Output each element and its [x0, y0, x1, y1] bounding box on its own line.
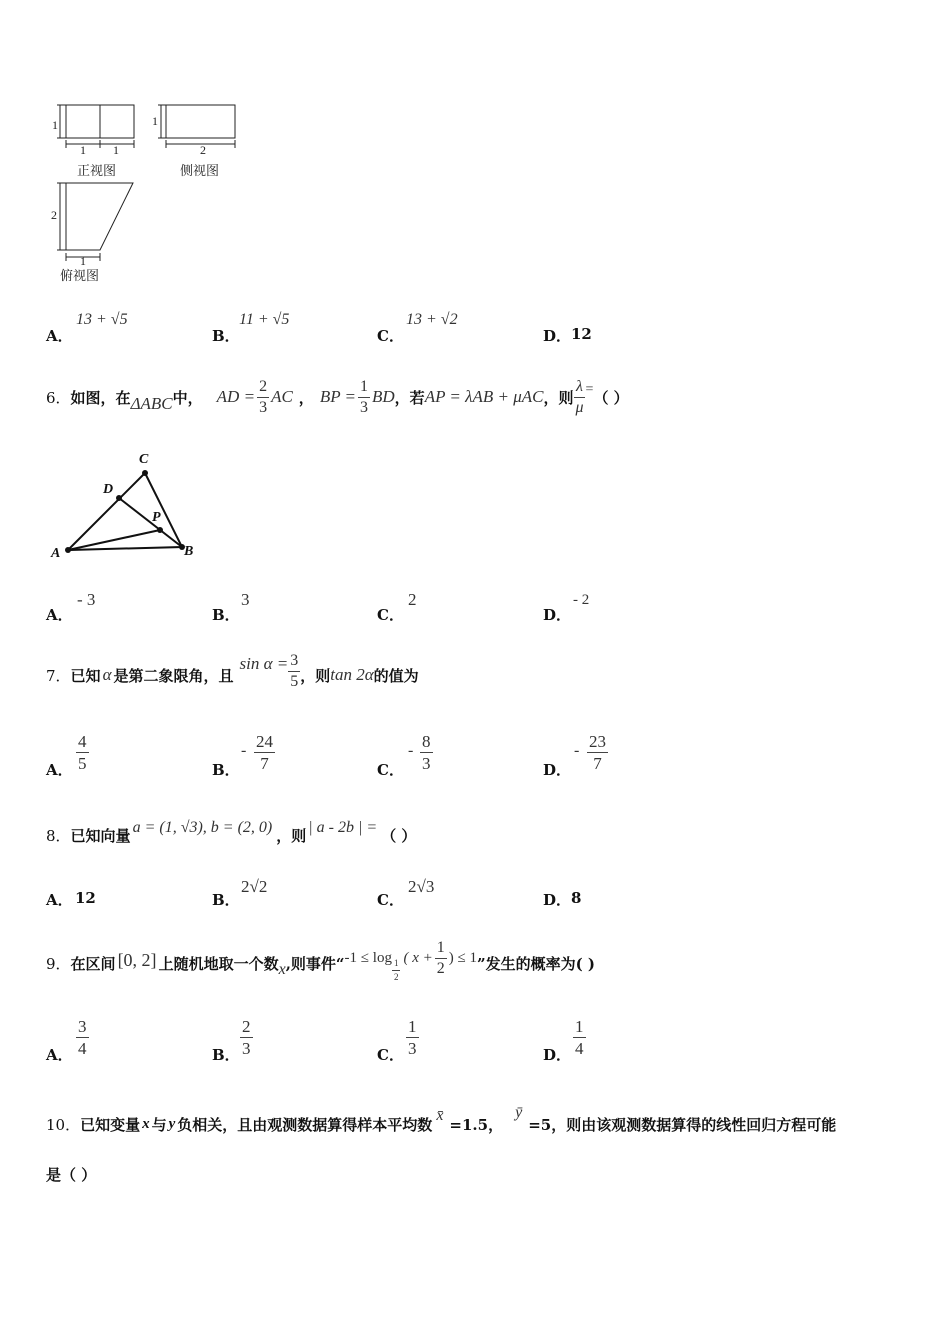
q5-option-b-label: B． [212, 327, 240, 345]
q6-ad-fraction [257, 379, 269, 416]
q8-option-a-label: A． [46, 891, 73, 909]
q6-option-b-value: 3 [241, 590, 250, 609]
three-view-figure [44, 96, 254, 286]
q6-bp: BP = [319, 387, 356, 406]
q6-ad: AD = [216, 387, 256, 406]
q7-option-b-denominator: 7 [260, 754, 269, 773]
q9-ineq-left: -1 ≤ log [344, 949, 392, 966]
q8-expression: | a - 2b | = [308, 819, 378, 836]
q7-text-1: 已知 [70, 666, 101, 685]
q9-ineq-right: ) ≤ 1 [448, 949, 477, 966]
q5-option-d-label: D． [543, 327, 572, 345]
triangle-label-a: A [51, 546, 61, 561]
q6-equals: = [585, 382, 594, 397]
q10-text-2: 与 [151, 1115, 167, 1134]
q9-x: x [278, 961, 286, 978]
q7-option-a-numerator: 4 [78, 732, 87, 751]
front-width-1-label: 1 [80, 143, 86, 157]
top-view-caption: 俯视图 [60, 269, 100, 284]
q8-option-b-label: B． [212, 891, 240, 909]
front-height-label: 1 [52, 118, 58, 132]
q7-option-c-label: C． [377, 761, 404, 779]
q8-option-a-value: 12 [75, 889, 96, 907]
q9-text-3: ,则事件“ [285, 954, 345, 973]
top-width-label: 1 [80, 254, 86, 268]
q8-option-c-label: C． [377, 891, 404, 909]
q9-option-c-label: C． [377, 1046, 404, 1064]
q9-option-c-numerator: 1 [408, 1017, 417, 1036]
q9-log-base [392, 959, 401, 982]
q9-ineq-mid: ( x + [403, 949, 433, 966]
q5-option-b-value: 11 + √5 [239, 311, 290, 328]
q7-option-c-denominator: 3 [422, 754, 431, 773]
q9-option-c-denominator: 3 [408, 1039, 417, 1058]
q5-option-c-value: 13 + √2 [406, 311, 458, 328]
q7-number: 7． [46, 666, 71, 685]
q10-line-2: 是（ ） [46, 1166, 97, 1184]
q10-text-4: =1.5， [449, 1115, 504, 1134]
side-height-label: 1 [152, 114, 158, 128]
q7-option-b-fraction [254, 733, 275, 772]
q6-text-4: ，则 [543, 388, 574, 407]
q9-number: 9． [46, 954, 71, 973]
q9-option-b-fraction [240, 1018, 253, 1057]
q6-ad-tail: AC [271, 387, 293, 406]
q7-option-a-denominator: 5 [78, 754, 87, 773]
q6-paren: （ ） [593, 388, 629, 407]
q7-option-d-sign: - [574, 742, 580, 759]
q10-number: 10． [46, 1115, 81, 1134]
q7-option-d-fraction [587, 733, 608, 772]
q6-comma: ， [298, 388, 314, 407]
q6-bp-tail: BD [372, 387, 395, 406]
front-view-caption: 正视图 [77, 164, 117, 179]
q5-option-c-label: C． [377, 327, 404, 345]
side-view-rect [166, 105, 235, 138]
q6-ap: AP = λAB + μAC [424, 387, 544, 406]
q7-option-d-numerator: 23 [589, 732, 606, 751]
q8-option-d-label: D． [543, 891, 572, 909]
q7-option-a-label: A． [46, 761, 73, 779]
q6-option-c-value: 2 [408, 590, 417, 609]
q7-tan: tan 2α [330, 665, 374, 684]
q7-option-c-numerator: 8 [422, 732, 431, 751]
q9-option-d-denominator: 4 [575, 1039, 584, 1058]
front-width-2-label: 1 [113, 143, 119, 157]
q7-option-b-sign: - [241, 742, 247, 759]
q6-option-b-label: B． [212, 606, 240, 624]
q6-bp-denominator: 3 [360, 398, 368, 416]
q9-option-a-fraction [76, 1018, 89, 1057]
triangle-label-p: P [152, 510, 161, 525]
q9-log-base-denominator: 2 [393, 971, 399, 982]
triangle-label-c: C [139, 452, 149, 467]
q9-half-denominator: 2 [436, 959, 445, 977]
q10-x: x [142, 1115, 150, 1132]
q6-option-a-value: - 3 [77, 590, 96, 609]
q7-option-b-label: B． [212, 761, 240, 779]
q5-option-a-value: 13 + √5 [76, 311, 128, 328]
q7-option-a-fraction [76, 733, 89, 772]
q10-y: y [168, 1115, 176, 1132]
q6-text-2: 中， [172, 388, 203, 407]
q8-option-d-value: 8 [571, 889, 582, 907]
q6-lambda-mu-fraction [574, 379, 586, 416]
q7-text-4: 的值为 [373, 666, 419, 685]
q10-text-3: 负相关，且由观测数据算得样本平均数 [177, 1115, 433, 1134]
q9-option-a-numerator: 3 [78, 1017, 87, 1036]
side-view-caption: 侧视图 [180, 164, 220, 179]
q9-text-1: 在区间 [70, 954, 116, 973]
q7-stem [46, 650, 419, 700]
q7-option-d-denominator: 7 [593, 754, 602, 773]
q6-stem [46, 372, 629, 422]
q9-log-base-numerator: 1 [392, 959, 401, 971]
q7-option-c-fraction [420, 733, 433, 772]
q8-text-2: ，则 [276, 826, 307, 845]
q6-text-3: ，若 [394, 388, 425, 407]
q7-option-c-sign: - [408, 742, 414, 759]
q9-half-numerator: 1 [435, 940, 447, 959]
q6-option-d-value: - 2 [573, 592, 590, 608]
q8-number: 8． [46, 826, 71, 845]
q8-option-c-value: 2√3 [408, 877, 435, 896]
q5-option-a-label: A． [46, 327, 73, 345]
q9-option-d-label: D． [543, 1046, 572, 1064]
q9-option-c-fraction [406, 1018, 419, 1057]
q7-option-b-numerator: 24 [256, 732, 273, 751]
q7-text-3: ，则 [300, 666, 331, 685]
q6-lambda: λ [574, 379, 585, 398]
q7-alpha: α [102, 665, 112, 684]
side-width-label: 2 [200, 143, 206, 157]
q6-triangle: ΔABC [130, 394, 173, 413]
q6-option-d-label: D． [543, 606, 572, 624]
q9-option-d-numerator: 1 [575, 1017, 584, 1036]
q9-text-2: 上随机地取一个数 [158, 954, 279, 973]
q9-option-d-fraction [573, 1018, 586, 1057]
q7-option-d-label: D． [543, 761, 572, 779]
q6-bp-numerator: 1 [358, 379, 370, 398]
q9-option-b-label: B． [212, 1046, 240, 1064]
q7-sin: sin α = [239, 654, 289, 673]
q8-option-b-value: 2√2 [241, 877, 268, 896]
q10-ybar: ȳ [515, 1104, 523, 1121]
q6-number: 6． [46, 388, 71, 407]
top-height-label: 2 [51, 208, 57, 222]
triangle-label-d: D [103, 482, 114, 497]
q8-vectors: a = (1, √3), b = (2, 0) [132, 819, 273, 836]
top-view-trapezoid [66, 183, 133, 250]
q6-ad-numerator: 2 [257, 379, 269, 398]
q7-sin-numerator: 3 [288, 653, 300, 672]
q8-paren: （ ） [381, 826, 417, 845]
q6-option-c-label: C． [377, 606, 404, 624]
q9-option-a-denominator: 4 [78, 1039, 87, 1058]
q7-text-2: 是第二象限角，且 [113, 666, 234, 685]
q9-half-fraction [435, 940, 447, 977]
q7-sin-denominator: 5 [290, 672, 299, 690]
q9-stem [46, 935, 595, 991]
q6-text-1: 如图，在 [70, 388, 131, 407]
q9-option-b-numerator: 2 [242, 1017, 251, 1036]
q10-xbar: x̄ [436, 1107, 444, 1124]
q9-interval: [0, 2] [117, 949, 157, 970]
q9-option-a-label: A． [46, 1046, 73, 1064]
q6-option-a-label: A． [46, 606, 73, 624]
q5-option-d-value: 12 [571, 325, 592, 343]
q9-option-b-denominator: 3 [242, 1039, 251, 1058]
q6-ad-denominator: 3 [259, 398, 268, 416]
q6-bp-fraction [358, 379, 370, 416]
q7-sin-fraction [288, 653, 300, 690]
q10-stem [46, 1104, 836, 1144]
q9-text-4: ”发生的概率为( ) [476, 954, 596, 973]
q8-stem [46, 815, 416, 855]
q6-mu: μ [575, 398, 584, 416]
triangle-label-b: B [184, 544, 194, 559]
q8-text-1: 已知向量 [70, 826, 131, 845]
q10-text-1: 已知变量 [80, 1115, 141, 1134]
q10-text-5: =5，则由该观测数据算得的线性回归方程可能 [528, 1115, 837, 1134]
